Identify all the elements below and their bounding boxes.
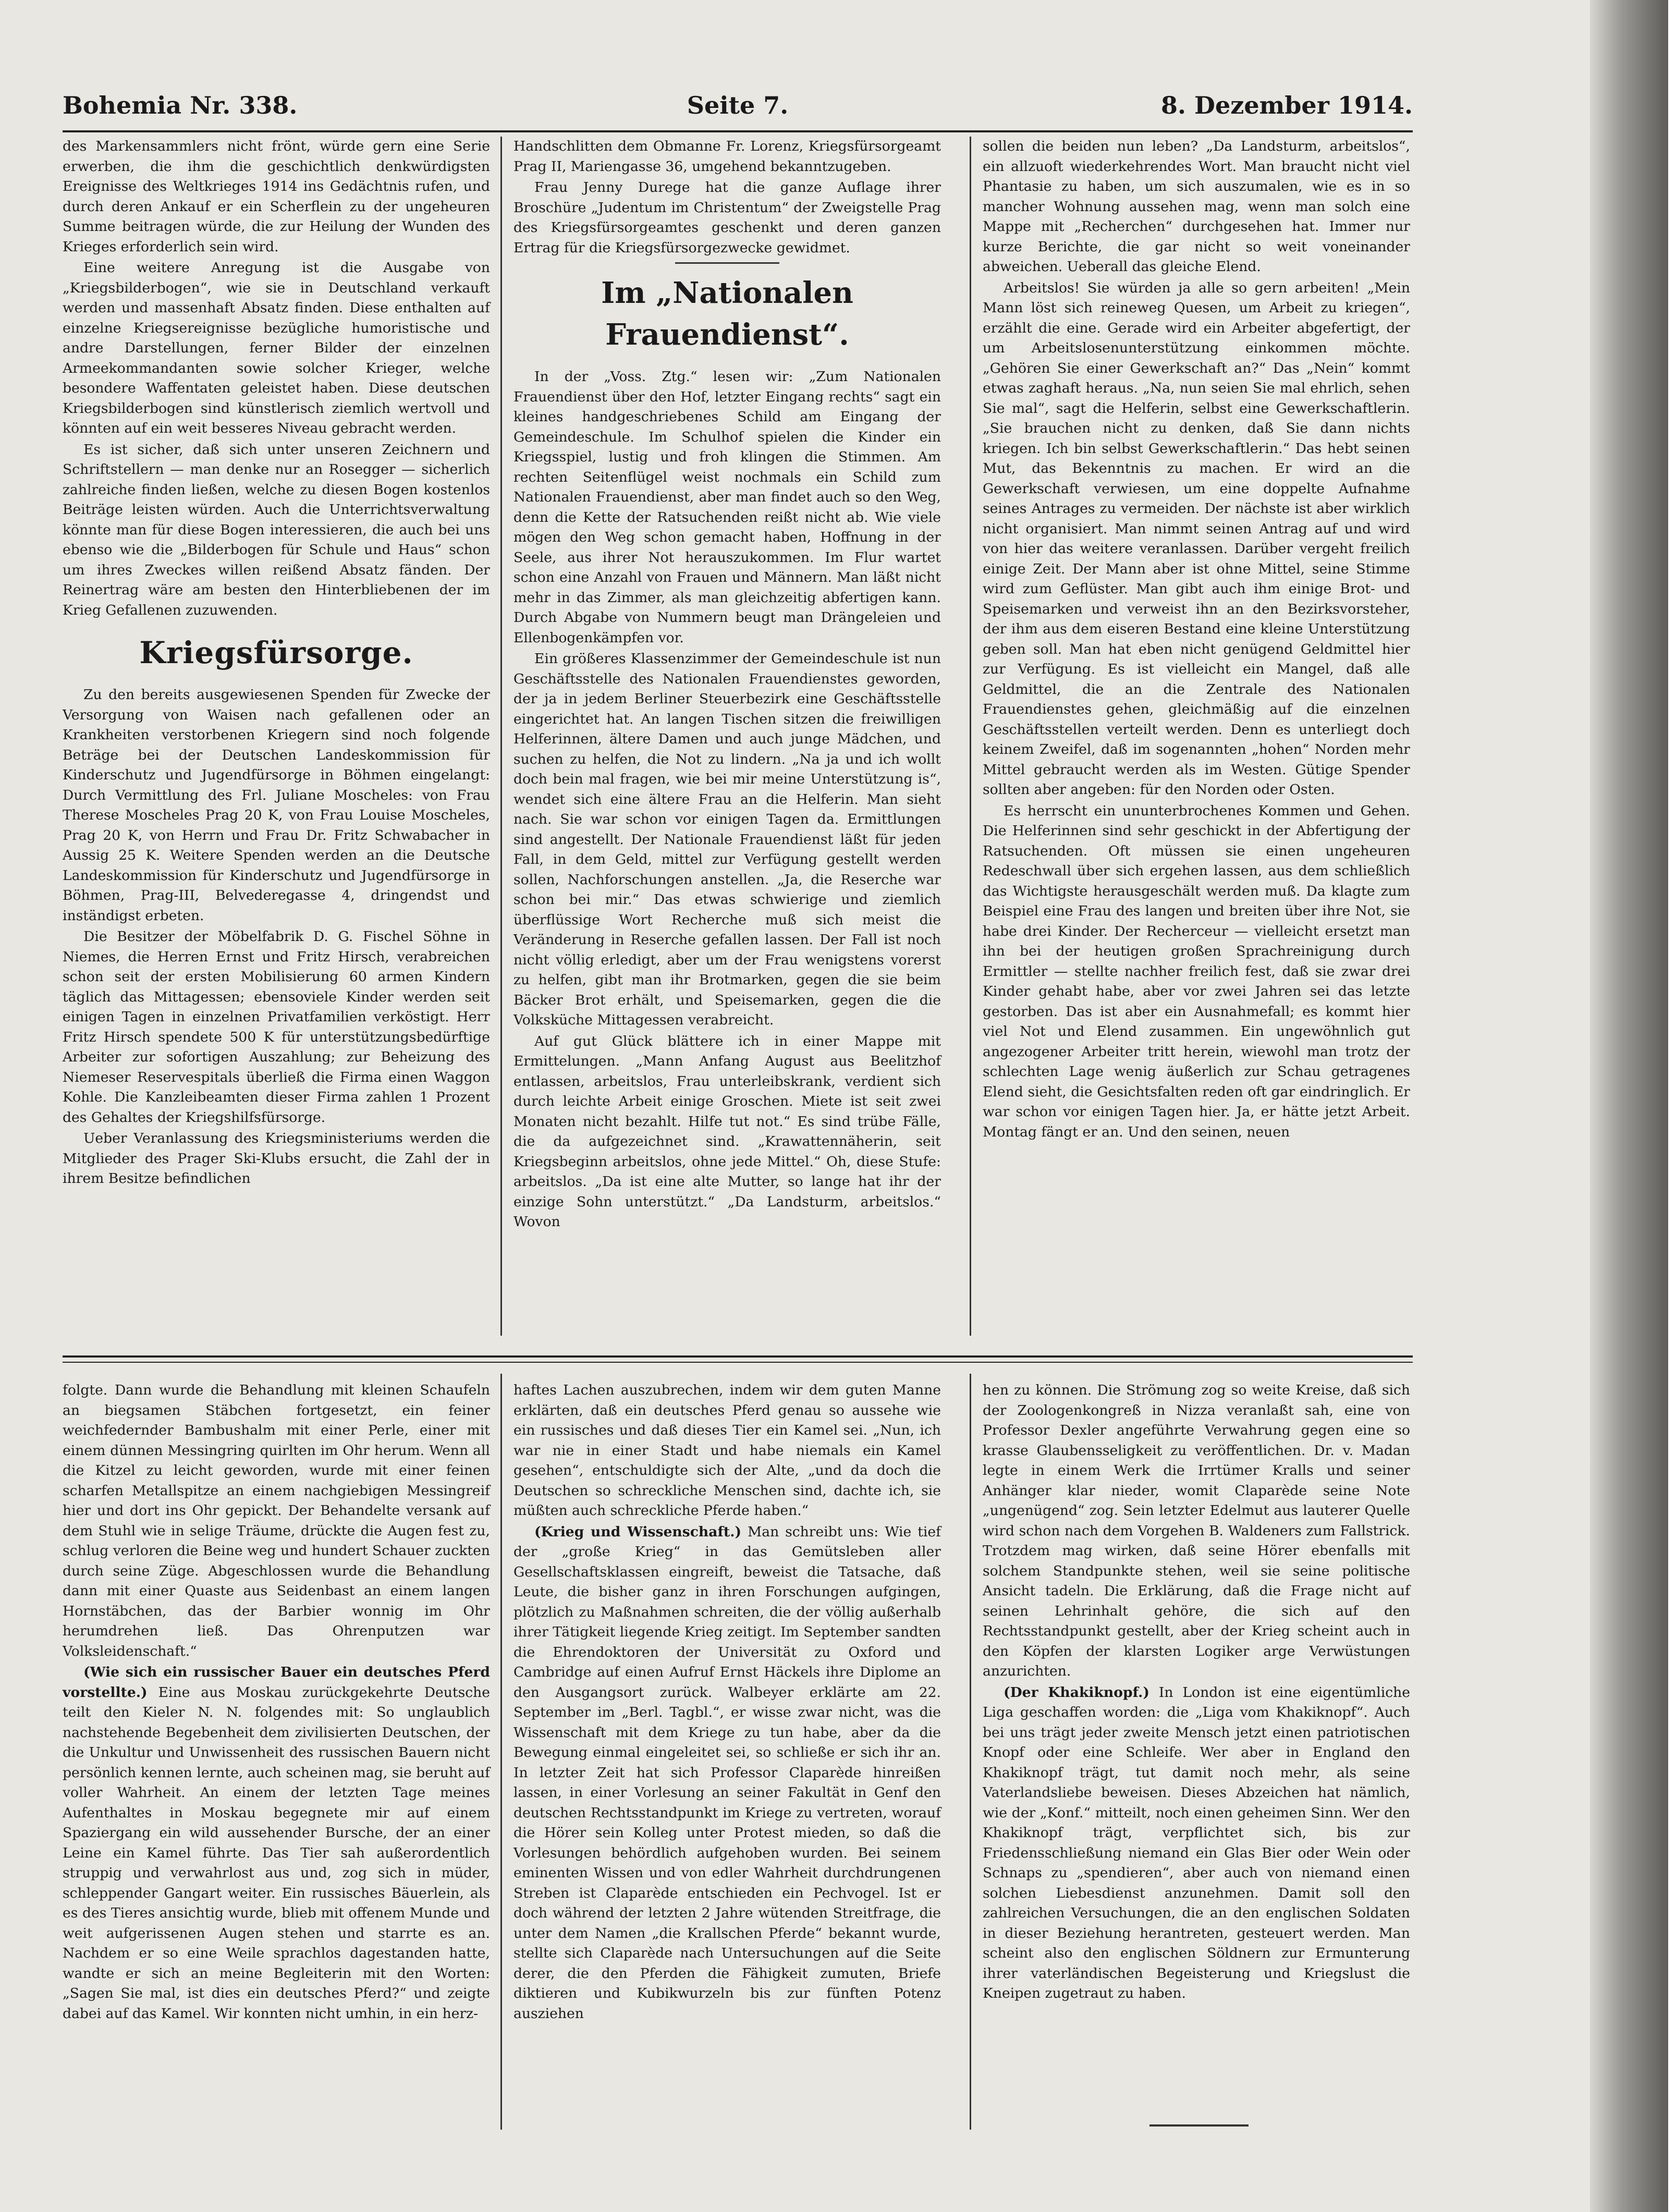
paragraph: Zu den bereits ausgewiesenen Spenden für Zwecke der Versorgung von Waisen nach gefallenen oder an Krankheiten verstorbenen Kriegern sind noch folgende Beträge bei der Deutschen Landeskommission für Kinderschutz und Jugendfürsorge in Böhmen eingelangt: Durch Vermittlung des Frl. Juliane Moscheles: von Frau Therese Moscheles Prag 20 K, von Frau Louise Moscheles, Prag 20 K, von Herrn und Frau Dr. Fritz Schwabacher in Aussig 25 K. Weitere Spenden werden an die Deutsche Landeskommission für Kinderschutz und Jugendfürsorge in Böhmen, Prag-III, Belvederegasse 4, dringendst und inständigst erbeten.	[63, 687, 490, 924]
news-item	[983, 1683, 1410, 2004]
short-rule	[675, 262, 779, 264]
paragraph: folgte. Dann wurde die Behandlung mit kleinen Schaufeln an biegsamen Stäbchen fortgesetzt, ein feiner weichfedernder Bambushalm mit einer Perle, einer mit einem dünnen Messingring quirlten im Ohr herum. Wenn all die Kitzel zu leicht geworden, wurde mit einer feinen scharfen Metallspitze an einem nachgiebigen Messingreif hier und dort ins Ohr gepickt. Der Behandelte versank auf dem Stuhl wie in selige Träume, drückte die Augen fest zu, schlug verloren die Beine weg und hundert Schauer zuckten durch seine Züge. Abgeschlossen wurde die Behandlung dann mit einer Quaste aus Seidenbast an einem langen Hornstäbchen, das der Barbier wonnig im Ohr herumdrehen ließ. Das Ohrenputzen war Volksleidenschaft.“	[63, 1382, 490, 1659]
news-item-title: (Der Khakiknopf.)	[1004, 1684, 1149, 1701]
news-item-title: (Wie sich ein russischer Bauer ein deutsches Pferd vorstellte.)	[63, 1664, 490, 1701]
column-3-upper	[983, 137, 1410, 1325]
masthead-issue: Bohemia Nr. 338.	[63, 91, 298, 119]
news-item	[63, 1663, 490, 2024]
paragraph: Es ist sicher, daß sich unter unseren Zeichnern und Schriftstellern — man denke nur an Rosegger — sicherlich zahlreiche finden ließen, welche zu diesen Bogen kostenlos Beiträge leisten würden. Auch die Unterrichtsverwaltung könnte man für diese Bogen interessieren, die auch bei uns ebenso wie die „Bilderbogen für Schule und Haus“ schon um ihres Zweckes willen reißend Absatz fänden. Der Reinertrag wäre am besten den Hinterbliebenen der im Krieg Gefallenen zuzuwenden.	[63, 441, 490, 618]
news-item-text: Man schreibt uns: Wie tief der „große Krieg“ in das Gemütsleben aller Gesellschaftsklassen eingreift, beweist die Tatsache, daß Leute, die bisher ganz in ihren Forschungen aufgingen, plötzlich zu Maßnahmen schreiten, die der völlig außerhalb ihrer Tätigkeit liegende Krieg zeitigt. Im September sandten die Ehrendoktoren der Universität zu Oxford und Cambridge auf einen Aufruf Ernst Häckels ihre Diplome an den Ausgangsort zurück. Walbeyer erklärte am 22. September im „Berl. Tagbl.“, er wisse zwar nicht, was die Wissenschaft mit dem Kriege zu tun habe, aber da die Bewegung einmal eingeleitet sei, so schließe er sich ihr an. In letzter Zeit hat sich Professor Claparède hinreißen lassen, in einer Vorlesung an seiner Fakultät in Genf den deutschen Rechtsstandpunkt im Kriege zu vertreten, worauf die Hörer sein Kolleg unter Protest mieden, so daß die Vorlesungen behördlich aufgehoben wurden. Bei seinem eminenten Wissen und von edler Wahrheit durchdrungenen Streben ist Claparède entschieden ein Pechvogel. Ist er doch während der letzten 2 Jahre wütenden Streitfrage, die unter dem Namen „die Krallschen Pferde“ bekannt wurde, stellte sich Claparède nach Untersuchungen auf die Seite derer, die den Pferden die Fähigkeit zumuten, Briefe diktieren und Kubikwurzeln bis zur fünften Potenz ausziehen	[513, 1523, 941, 2022]
column-divider	[500, 137, 502, 1336]
paragraph: In der „Voss. Ztg.“ lesen wir: „Zum Nationalen Frauendienst über den Hof, letzter Eingang rechts“ sagt ein kleines handgeschriebenes Schild am Eingang der Gemeindeschule. Im Schulhof spielen die Kinder ein Kriegsspiel, lustig und froh klingen die Stimmen. Am rechten Seitenflügel weist nochmals ein Schild zum Nationalen Frauendienst, aber man findet auch so den Weg, denn die Kette der Ratsuchenden reißt nicht ab. Wie viele mögen den Weg schon gemacht haben, Hoffnung in der Seele, aus ihrer Not herauszukommen. Im Flur wartet schon eine Anzahl von Frauen und Männern. Man läßt nicht mehr in das Zimmer, als man gleichzeitig abfertigen kann. Durch Abgabe von Nummern beugt man Drängeleien und Ellenbogenkämpfen vor.	[513, 369, 941, 646]
column-divider	[970, 137, 971, 1336]
header-rule	[63, 130, 1413, 132]
news-item-text: In London ist eine eigentümliche Liga geschaffen worden: die „Liga vom Khakiknopf“. Auch bei uns trägt jeder zweite Mensch jetzt einen patriotischen Knopf oder eine Schleife. Wer aber in England den Khakiknopf trägt, tut damit noch mehr, als seine Vaterlandsliebe beweisen. Dieses Abzeichen hat nämlich, wie der „Konf.“ mitteilt, noch einen geheimen Sinn. Wer den Khakiknopf trägt, verpflichtet sich, bis zur Friedensschließung niemand ein Glas Bier oder Wein oder Schnaps zu „spendieren“, aber auch von niemand einen solchen Liebesdienst anzunehmen. Damit soll den zahlreichen Versuchungen, die an den englischen Soldaten in dieser Beziehung herantreten, gesteuert werden. Man scheint also den englischen Söldnern zur Ermunterung ihrer vaterländischen Begeisterung und Kriegslust die Kneipen zugetraut zu haben.	[983, 1684, 1410, 2001]
paragraph: Die Besitzer der Möbelfabrik D. G. Fischel Söhne in Niemes, die Herren Ernst und Fritz Hirsch, verabreichen schon seit der ersten Mobilisierung 60 armen Kindern täglich das Mittagessen; ebensoviele Kinder werden seit einigen Tagen in einzelnen Privatfamilien verköstigt. Herr Fritz Hirsch spendete 500 K für unterstützungsbedürftige Arbeiter zur sofortigen Auszahlung; zur Beheizung des Niemeser Reservespitals überließ die Firma einen Waggon Kohle. Die Kanzleibeamten dieser Firma zahlen 1 Prozent des Gehaltes der Kriegshilfsfürsorge.	[63, 928, 490, 1126]
news-item	[513, 1522, 941, 2024]
issue-date: 8. Dezember 1914.	[1161, 91, 1413, 119]
paragraph: Handschlitten dem Obmanne Fr. Lorenz, Kriegsfürsorgeamt Prag II, Mariengasse 36, umgehend bekanntzugeben.	[513, 138, 941, 175]
section-heading: Kriegsfürsorge.	[139, 635, 413, 670]
paragraph: Es herrscht ein ununterbrochenes Kommen und Gehen. Die Helferinnen sind sehr geschickt in der Abfertigung der Ratsuchenden. Oft müssen sie einen ungeheuren Redeschwall über sich ergehen lassen, aus dem schließlich das Wichtigste herausgeschält werden muß. Da klagte zum Beispiel eine Frau des langen und breiten über ihre Not, sie habe drei Kinder. Der Recherceur — vielleicht ersetzt man ihn bei der heutigen großen Sprachreinigung durch Ermittler — stellte nachher freilich fest, daß sie zwar drei Kinder gehabt habe, aber vor zwei Jahren sei das letzte gestorben. Das ist aber ein Ausnahmefall; es kommt hier viel Not und Elend zusammen. Ein ungewöhnlich gut angezogener Arbeiter tritt herein, wiewohl man trotz der schlechten Lage wenig äußerlich zur Schau getragenes Elend sieht, die Gesichtsfalten reden oft gar eindringlich. Er war schon vor einigen Tagen hier. Ja, er hätte jetzt Arbeit. Montag fängt er an. Und den seinen, neuen	[983, 802, 1410, 1140]
column-3-lower	[983, 1380, 1410, 2131]
paragraph: Eine weitere Anregung ist die Ausgabe von „Kriegsbilderbogen“, wie sie in Deutschland verkauft werden und massenhaft Absatz finden. Diese enthalten auf einzelne Kriegsereignisse bezügliche humoristische und andre Darstellungen, ferner Bilder der einzelnen Armeekommandanten sowie solcher Krieger, welche besondere Waffentaten geleistet haben. Diese deutschen Kriegsbilderbogen sind künstlerisch ziemlich wertvoll und könnten auf ein weit besseres Niveau gebracht werden.	[63, 260, 490, 436]
paragraph: Auf gut Glück blättere ich in einer Mappe mit Ermittelungen. „Mann Anfang August aus Beelitzhof entlassen, arbeitslos, Frau unterleibskrank, verdient sich durch leichte Arbeit einige Groschen. Miete ist seit zwei Monaten nicht bezahlt. Hilfe tut not.“ Es sind trübe Fälle, die da aufgezeichnet sind. „Krawattennäherin, seit Kriegsbeginn arbeitslos, ohne jede Mittel.“ Oh, diese Stufe: arbeitslos. „Da ist eine alte Mutter, so lange hat ihr der einzige Sohn unterstützt.“ „Da Landsturm, arbeitslos.“ Wovon	[513, 1033, 941, 1230]
paragraph: Arbeitslos! Sie würden ja alle so gern arbeiten! „Mein Mann löst sich reineweg Quesen, um Arbeit zu kriegen“, erzählt die eine. Gerade wird ein Arbeiter abgefertigt, der um Arbeitslosenunterstützung einkommen möchte. „Gehören Sie einer Gewerkschaft an?“ Das „Nein“ kommt etwas zaghaft heraus. „Na, nun seien Sie mal ehrlich, sehen Sie mal“, sagt die Helferin, selbst eine Gewerkschaftlerin. „Sie brauchen nicht zu denken, daß Sie dann nichts kriegen. Ich bin selbst Gewerkschaftlerin.“ Das hebt seinen Mut, das Bekenntnis zu machen. Er wird an die Gewerkschaft verwiesen, um eine doppelte Aufnahme seines Antrages zu vermeiden. Der nächste ist aber wirklich nicht organisiert. Man nimmt seinen Antrag auf und wird von hier das weitere veranlassen. Darüber vergeht freilich einige Zeit. Der Mann aber ist ohne Mittel, seine Stimme wird zum Geflüster. Man gibt auch ihm einige Brot- und Speisemarken und verweist ihn an den Bezirksvorsteher, der ihm aus dem eiseren Bestand eine kleine Unterstützung geben soll. Man hat eben nicht genügend Geldmittel hier zur Verfügung. Es ist vielleicht ein Mangel, daß alle Geldmittel, die an die Zentrale des Nationalen Frauendienstes gehen, gleichmäßig auf die einzelnen Geschäftsstellen verteilt werden. Denn es unterliegt doch keinem Zweifel, daß im sogenannten „hohen“ Norden mehr Mittel gebraucht werden als im Westen. Gütige Spender sollten aber angeben: für den Norden oder Osten.	[983, 279, 1410, 798]
page-header	[63, 91, 1413, 128]
paragraph: sollen die beiden nun leben? „Da Landsturm, arbeitslos“, ein allzuoft wiederkehrendes Wort. Man braucht nicht viel Phantasie zu haben, um sich auszumalen, wie es in so mancher Wohnung aussehen mag, wenn man solch eine Mappe mit „Recherchen“ durchgesehen hat. Immer nur kurze Berichte, die gar nicht so weit voneinander abweichen. Ueberall das gleiche Elend.	[983, 138, 1410, 275]
column-1-lower	[63, 1380, 490, 2131]
column-2-lower	[513, 1380, 941, 2131]
feuilleton-rule	[63, 1362, 1413, 1363]
page-edge-shadow	[1590, 0, 1668, 2212]
column-2-upper	[513, 137, 941, 1325]
paragraph: Frau Jenny Durege hat die ganze Auflage ihrer Broschüre „Judentum im Christentum“ der Zweigstelle Prag des Kriegsfürsorgeamtes geschenkt und deren ganzen Ertrag für die Kriegsfürsorgezwecke gewidmet.	[513, 179, 941, 256]
column-divider	[500, 1374, 502, 2130]
paragraph: haftes Lachen auszubrechen, indem wir dem guten Manne erklärten, daß ein deutsches Pferd genau so aussehe wie ein russisches und daß dieses Tier ein Kamel sei. „Nun, ich war nie in einer Stadt und habe niemals ein Kamel gesehen“, entschuldigte sich der Alte, „und da doch die Deutschen so schreckliche Menschen sind, dachte ich, sie müßten auch schreckliche Pferde haben.“	[513, 1382, 941, 1519]
paragraph: Ein größeres Klassenzimmer der Gemeindeschule ist nun Geschäftsstelle des Nationalen Frauendienstes geworden, der ja in jedem Berliner Steuerbezirk eine Geschäftsstelle eingerichtet hat. An langen Tischen sitzen die freiwilligen Helferinnen, ältere Damen und auch junge Mädchen, und suchen zu helfen, die Not zu lindern. „Na ja und ich wollt doch bein mal fragen, wie bei mir meine Unterstützung is“, wendet sich eine ältere Frau an die Helferin. Man sieht nach. Sie war schon vor einigen Tagen da. Ermittlungen sind angestellt. Der Nationale Frauendienst läßt für jeden Fall, in dem Geld, mittel zur Verfügung gestellt werden sollen, Nachforschungen anstellen. „Ja, die Reserche war schon bei mir.“ Das etwas schwierige und ziemlich überflüssige Wort Recherche muß sich meist die Veränderung in Reserche gefallen lassen. Der Fall ist noch nicht völlig erledigt, aber um der Frau wenigstens vorerst zu helfen, gibt man ihr Brotmarken, gegen die sie beim Bäcker Brot erhält, und Speisemarken, gegen die die Volksküche Mittagessen verabreicht.	[513, 651, 941, 1028]
paragraph: des Markensammlers nicht frönt, würde gern eine Serie erwerben, die ihm die geschichtlich denkwürdigsten Ereignisse des Weltkrieges 1914 ins Gedächtnis rufen, und durch deren Ankauf er ein Scherflein zu der ungeheuren Summe beitragen würde, die zur Heilung der Wunden des Krieges erforderlich sein wird.	[63, 138, 490, 255]
paragraph: Ueber Veranlassung des Kriegsministeriums werden die Mitglieder des Prager Ski-Klubs ersucht, die Zahl der in ihrem Besitze befindlichen	[63, 1130, 490, 1187]
page-number: Seite 7.	[687, 91, 789, 119]
news-item-title: (Krieg und Wissenschaft.)	[534, 1523, 742, 1540]
paragraph: hen zu können. Die Strömung zog so weite Kreise, daß sich der Zoologenkongreß in Nizza veranlaßt sah, eine von Professor Dexler angeführte Verwahrung gegen eine so krasse Glaubensseligkeit zu veröffentlichen. Dr. v. Madan legte in einem Werk die Irrtümer Kralls und seiner Anhänger klar nieder, womit Claparède seine Note „ungenügend“ zog. Sein letzter Edelmut aus lauterer Quelle wird schon nach dem Vorgehen B. Waldeners zum Fallstrick. Trotzdem mag wirken, daß seine Hörer ebenfalls mit solchem Standpunkte stehen, weil sie seine politische Ansicht tadeln. Die Erklärung, daß die Frage nicht auf seinen Lehrinhalt gehöre, die sich auf den Rechtsstandpunkt gestellt, aber der Krieg scheint auch in den Köpfen der klarsten Logiker arge Verwüstungen anzurichten.	[983, 1382, 1410, 1679]
column-1-upper	[63, 137, 490, 1325]
article-heading: Im „Nationalen Frauendienst“.	[601, 276, 853, 352]
feuilleton-rule	[63, 1355, 1413, 1358]
column-divider	[970, 1374, 971, 2130]
news-item-text: Eine aus Moskau zurückgekehrte Deutsche teilt den Kieler N. N. folgendes mit: So unglaublich nachstehende Begebenheit dem zivilisierten Deutschen, der die Unkultur und Unwissenheit des russischen Bauern nicht persönlich kennen lernte, auch scheinen mag, sie beruht auf voller Wahrheit. An einem der letzten Tage meines Aufenthaltes in Moskau begegnete mir auf einem Spaziergang ein wild aussehender Bursche, der an einer Leine ein Kamel führte. Das Tier sah außerordentlich struppig und verwahrlost aus und, zog sich in müder, schleppender Gangart weiter. Ein russisches Bäuerlein, als es des Tieres ansichtig wurde, blieb mit offenem Munde und weit aufgerissenen Augen stehen und starrte es an. Nachdem er so eine Weile sprachlos dagestanden hatte, wandte er sich an meine Begleiterin mit den Worten: „Sagen Sie mal, ist dies ein deutsches Pferd?“ und zeigte dabei auf das Kamel. Wir konnten nicht umhin, in ein herz-	[63, 1684, 490, 2022]
end-rule	[1149, 2124, 1249, 2127]
